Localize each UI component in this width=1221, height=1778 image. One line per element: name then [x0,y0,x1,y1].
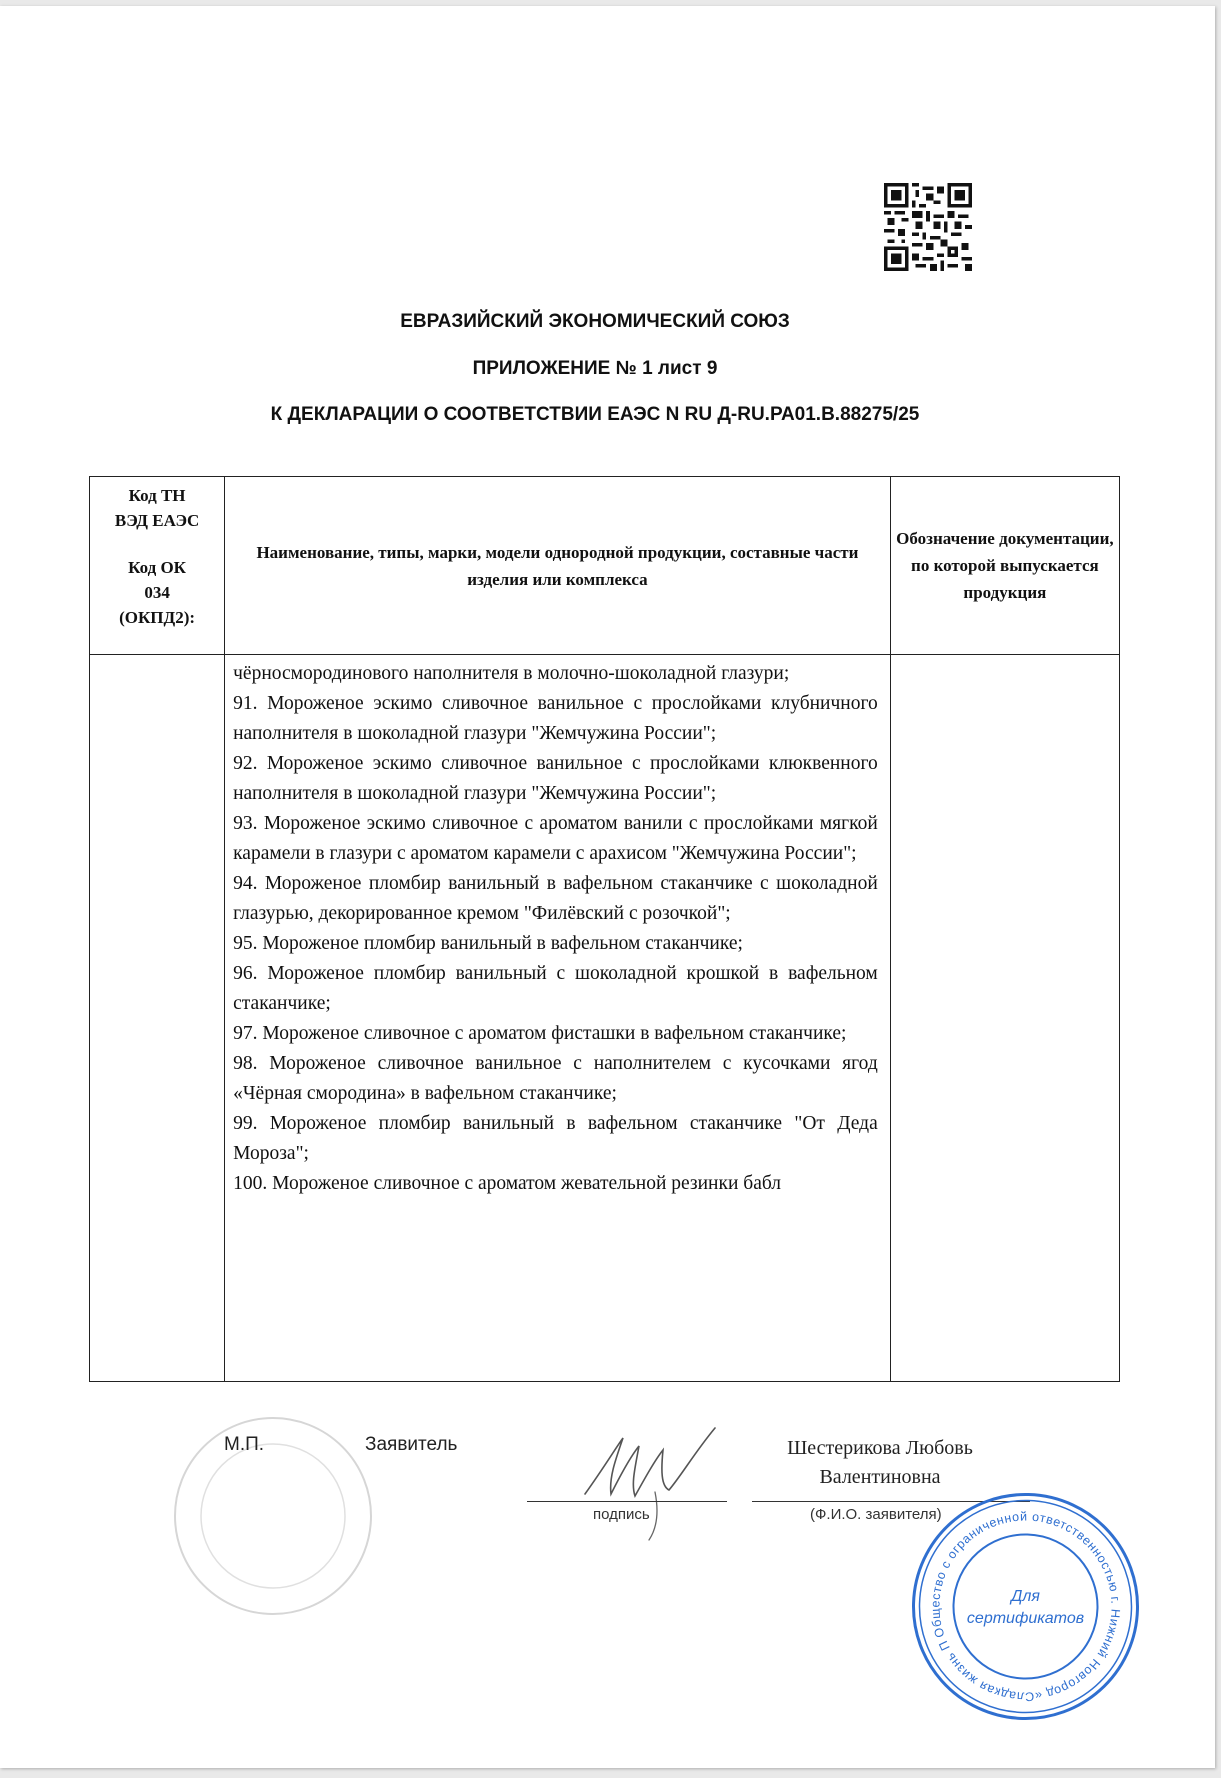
doc-column-header: Обозначение документации, по которой выпускается продукция [890,477,1119,655]
list-item: 100. Мороженое сливочное с ароматом жевательной резинки бабл [233,1173,782,1194]
code-header-line: 034 [144,583,170,602]
qr-code-icon [884,183,972,271]
list-item: 92. Мороженое эскимо сливочное ванильное с прослойками клюквенного наполнителя в шоколадной глазури "Жемчужина России"; [233,753,878,804]
list-item: 97. Мороженое сливочное с ароматом фисташки в вафельном стаканчике; [233,1023,847,1044]
fio-caption: (Ф.И.О. заявителя) [810,1506,942,1523]
code-cell [90,655,225,1382]
list-item: 95. Мороженое пломбир ванильный в вафельном стаканчике; [233,933,743,954]
code-header-line: Код ТН [128,486,186,505]
code-header-line: (ОКПД2): [119,608,196,627]
applicant-name-line: Шестерикова Любовь [787,1437,973,1459]
appendix-title: ПРИЛОЖЕНИЕ № 1 лист 9 [472,358,718,379]
union-title: ЕВРАЗИЙСКИЙ ЭКОНОМИЧЕСКИЙ СОЮЗ [400,311,790,332]
product-list [225,655,890,1199]
handwritten-signature [565,1416,735,1546]
signature-caption: подпись [593,1506,650,1523]
name-column-header: Наименование, типы, марки, модели однородной продукции, составные части изделия или комплекса [225,477,891,655]
list-item: 94. Мороженое пломбир ванильный в вафельном стаканчике с шоколадной глазурью, декорированное кремом "Филёвский с розочкой"; [233,873,878,924]
applicant-label: Заявитель [365,1434,458,1455]
company-stamp [908,1489,1143,1724]
list-item: 93. Мороженое эскимо сливочное с ароматом ванили с прослойками мягкой карамели в глазури с ароматом карамели с арахисом "Жемчужина России"; [233,813,878,864]
table-row [90,655,1120,1382]
code-header-line: ВЭД ЕАЭС [114,511,200,530]
products-table [89,476,1120,1382]
list-item: 91. Мороженое эскимо сливочное ванильное с прослойками клубничного наполнителя в шоколадной глазури "Жемчужина России"; [233,693,878,744]
applicant-name [760,1434,1000,1492]
table-header-row [90,477,1120,655]
svg-text:Общество с ограниченной ответс [908,1489,1143,1724]
stamp-ring-text: Общество с ограниченной ответственностью г. Нижний Новгород «Сладкая жизнь ПЛЮС» [928,1509,1123,1704]
faint-stamp-icon [168,1411,378,1621]
signature-line [527,1501,727,1502]
applicant-name-line: Валентиновна [819,1466,941,1488]
declaration-title: К ДЕКЛАРАЦИИ О СООТВЕТСТВИИ ЕАЭС N RU Д-RU.РА01.В.88275/25 [270,404,920,425]
list-item: 99. Мороженое пломбир ванильный в вафельном стаканчике "От Деда Мороза"; [233,1113,878,1164]
code-column-header [90,477,225,655]
declaration-page [0,6,1215,1768]
name-cell [225,655,891,1382]
code-header-line: Код ОК [128,558,186,577]
list-item: 98. Мороженое сливочное ванильное с наполнителем с кусочками ягод «Чёрная смородина» в вафельном стаканчике; [233,1053,878,1104]
stamp-center-line: сертификатов [966,1610,1085,1627]
list-item: 96. Мороженое пломбир ванильный с шоколадной крошкой в вафельном стаканчике; [233,963,878,1014]
list-item: чёрносмородинового наполнителя в молочно-шоколадной глазури; [233,663,790,684]
stamp-center-line: Для [1011,1588,1040,1605]
doc-cell [890,655,1119,1382]
seal-place-label: М.П. [224,1434,265,1455]
